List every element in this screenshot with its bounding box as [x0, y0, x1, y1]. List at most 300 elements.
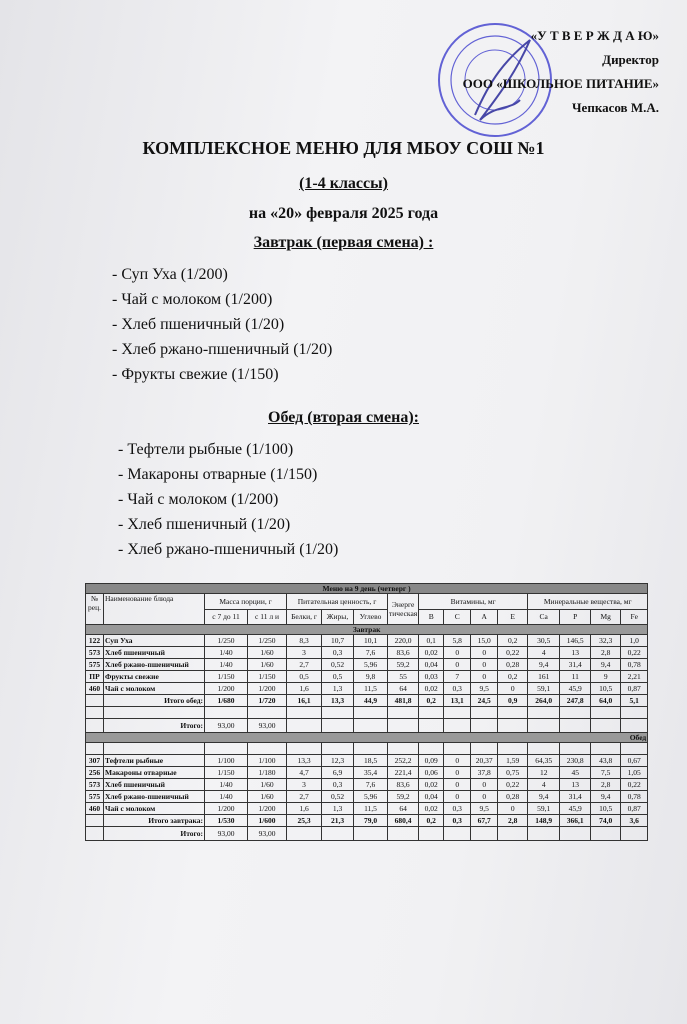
- table-cell: 1/200: [205, 683, 248, 695]
- recipe-number: 575: [86, 659, 104, 671]
- table-cell: 0,67: [621, 755, 648, 767]
- table-cell: 0,5: [322, 671, 354, 683]
- table-cell: [560, 743, 591, 755]
- table-cell: 0: [444, 767, 471, 779]
- table-cell: 252,2: [388, 755, 419, 767]
- table-cell: 1/150: [248, 671, 287, 683]
- table-cell: 0,3: [322, 779, 354, 791]
- table-cell: 31,4: [560, 659, 591, 671]
- list-item: - Чай с молоком (1/200): [118, 491, 279, 508]
- table-cell: [419, 707, 444, 719]
- table-cell: [471, 707, 498, 719]
- total-row: [86, 815, 648, 827]
- table-cell: [388, 827, 419, 841]
- table-cell: 0,02: [419, 683, 444, 695]
- table-cell: 0,2: [498, 635, 528, 647]
- table-cell: 1,0: [621, 635, 648, 647]
- table-cell: [287, 707, 322, 719]
- table-cell: 1,3: [322, 803, 354, 815]
- table-cell: 64: [388, 803, 419, 815]
- table-cell: 146,5: [560, 635, 591, 647]
- table-cell: [528, 719, 560, 733]
- total-value: 1/600: [248, 815, 287, 827]
- table-cell: [560, 719, 591, 733]
- table-cell: 10,7: [322, 635, 354, 647]
- section-row: [86, 733, 648, 743]
- subheader-p: P: [560, 609, 591, 625]
- table-cell: 0,02: [419, 779, 444, 791]
- subheader-vit-e: E: [498, 609, 528, 625]
- table-cell: 1/250: [205, 635, 248, 647]
- total-value: 74,0: [591, 815, 621, 827]
- table-cell: 0,78: [621, 791, 648, 803]
- table-cell: 1/100: [205, 755, 248, 767]
- table-cell: 1/200: [248, 803, 287, 815]
- table-cell: [354, 827, 388, 841]
- table-cell: 9: [591, 671, 621, 683]
- grand-total-row: [86, 719, 648, 733]
- total-value: 148,9: [528, 815, 560, 827]
- table-row: [86, 635, 648, 647]
- table-cell: 1/60: [248, 647, 287, 659]
- total-value: 247,8: [560, 695, 591, 707]
- table-cell: 35,4: [354, 767, 388, 779]
- table-cell: [444, 743, 471, 755]
- table-cell: 45,9: [560, 803, 591, 815]
- dish-name: Хлеб ржано-пшеничный: [104, 659, 205, 671]
- recipe-number: 573: [86, 647, 104, 659]
- table-cell: 7,6: [354, 647, 388, 659]
- table-cell: 0,09: [419, 755, 444, 767]
- table-cell: 2,8: [591, 647, 621, 659]
- table-cell: [591, 719, 621, 733]
- table-cell: [322, 719, 354, 733]
- table-cell: [560, 707, 591, 719]
- list-item: - Макароны отварные (1/150): [118, 466, 318, 483]
- table-cell: 3: [287, 779, 322, 791]
- table-cell: [444, 827, 471, 841]
- table-cell: 1,6: [287, 683, 322, 695]
- table-cell: 3: [287, 647, 322, 659]
- table-cell: 0: [471, 791, 498, 803]
- breakfast-heading: Завтрак (первая смена) :: [253, 234, 434, 251]
- table-cell: [528, 827, 560, 841]
- table-cell: 0,06: [419, 767, 444, 779]
- table-row-empty: [86, 743, 648, 755]
- table-cell: 1/150: [205, 767, 248, 779]
- table-cell: 8,3: [287, 635, 322, 647]
- table-cell: 0,3: [444, 683, 471, 695]
- table-cell: [498, 743, 528, 755]
- table-cell: 0,3: [322, 647, 354, 659]
- table-cell: 0,22: [498, 647, 528, 659]
- table-header-row: [86, 594, 648, 610]
- table-cell: 12: [528, 767, 560, 779]
- table-cell: [498, 719, 528, 733]
- table-cell: [621, 743, 648, 755]
- table-cell: 11,5: [354, 683, 388, 695]
- total-label: Итого завтрака:: [104, 815, 205, 827]
- table-cell: [419, 719, 444, 733]
- list-item: - Тефтели рыбные (1/100): [118, 441, 294, 458]
- list-item: - Хлеб ржано-пшеничный (1/20): [118, 541, 339, 558]
- table-cell: 0,02: [419, 647, 444, 659]
- grand-total-label: Итого:: [104, 719, 205, 733]
- header-name: Наименование блюда: [104, 594, 205, 625]
- table-cell: [471, 719, 498, 733]
- table-cell: [354, 743, 388, 755]
- table-cell: 0,28: [498, 659, 528, 671]
- table-cell: 0,22: [621, 779, 648, 791]
- table-row: [86, 659, 648, 671]
- table-cell: 9,5: [471, 803, 498, 815]
- table-cell: [528, 707, 560, 719]
- table-cell: 1/200: [248, 683, 287, 695]
- recipe-number: 573: [86, 779, 104, 791]
- table-cell: 1,3: [322, 683, 354, 695]
- table-cell: 230,8: [560, 755, 591, 767]
- table-cell: 0,3: [444, 803, 471, 815]
- grand-total-value: 93,00: [248, 827, 287, 841]
- table-cell: 0: [444, 755, 471, 767]
- recipe-number: 256: [86, 767, 104, 779]
- table-cell: 1/40: [205, 659, 248, 671]
- table-cell: 1/100: [248, 755, 287, 767]
- table-cell: 37,8: [471, 767, 498, 779]
- section-label: Завтрак: [86, 625, 648, 635]
- table-cell: 59,2: [388, 659, 419, 671]
- table-cell: 0,75: [498, 767, 528, 779]
- total-value: 24,5: [471, 695, 498, 707]
- table-cell: 2,7: [287, 659, 322, 671]
- table-cell: [560, 827, 591, 841]
- table-cell: [248, 743, 287, 755]
- table-cell: 9,8: [354, 671, 388, 683]
- table-cell: [287, 743, 322, 755]
- table-cell: [86, 707, 104, 719]
- table-cell: 5,96: [354, 791, 388, 803]
- table-cell: 1/150: [205, 671, 248, 683]
- table-cell: 45,9: [560, 683, 591, 695]
- table-row: [86, 683, 648, 695]
- total-row: [86, 695, 648, 707]
- list-item: - Фрукты свежие (1/150): [112, 366, 279, 383]
- header-num: № рец.: [86, 594, 104, 625]
- lunch-heading: Обед (вторая смена):: [268, 409, 419, 426]
- total-value: 5,1: [621, 695, 648, 707]
- table-cell: 12,3: [322, 755, 354, 767]
- table-cell: [444, 707, 471, 719]
- table-cell: 4: [528, 647, 560, 659]
- grand-total-label: Итого:: [104, 827, 205, 841]
- table-cell: [322, 743, 354, 755]
- total-value: 1/530: [205, 815, 248, 827]
- table-cell: 10,5: [591, 803, 621, 815]
- list-item: - Хлеб ржано-пшеничный (1/20): [112, 341, 333, 358]
- table-cell: [205, 707, 248, 719]
- table-cell: [104, 743, 205, 755]
- table-cell: [354, 707, 388, 719]
- table-cell: 64: [388, 683, 419, 695]
- table-cell: 221,4: [388, 767, 419, 779]
- table-cell: [322, 827, 354, 841]
- total-value: 0,3: [444, 815, 471, 827]
- table-cell: [419, 827, 444, 841]
- table-cell: 1/180: [248, 767, 287, 779]
- table-cell: 0,2: [498, 671, 528, 683]
- table-cell: 59,1: [528, 683, 560, 695]
- table-cell: 0,22: [498, 779, 528, 791]
- dish-name: Макароны отварные: [104, 767, 205, 779]
- total-value: 13,3: [322, 695, 354, 707]
- table-cell: 161: [528, 671, 560, 683]
- classes-subtitle: (1-4 классы): [299, 175, 388, 192]
- total-value: 3,6: [621, 815, 648, 827]
- total-value: 2,8: [498, 815, 528, 827]
- total-value: 25,3: [287, 815, 322, 827]
- section-row: [86, 625, 648, 635]
- table-cell: 1/60: [248, 659, 287, 671]
- subheader-fat: Жиры,: [322, 609, 354, 625]
- table-cell: 1/40: [205, 647, 248, 659]
- table-cell: 2,7: [287, 791, 322, 803]
- approval-heading: «У Т В Е Р Ж Д А Ю»: [530, 28, 659, 43]
- table-cell: [444, 719, 471, 733]
- subheader-mass-11-plus: с 11 л и: [248, 609, 287, 625]
- approval-position: Директор: [602, 52, 659, 67]
- dish-name: Фрукты свежие: [104, 671, 205, 683]
- subheader-mass-7-11: с 7 до 11: [205, 609, 248, 625]
- table-cell: [498, 707, 528, 719]
- total-value: 44,9: [354, 695, 388, 707]
- table-cell: 7,6: [354, 779, 388, 791]
- dish-name: Хлеб пшеничный: [104, 779, 205, 791]
- table-cell: 9,4: [591, 791, 621, 803]
- table-cell: 1,05: [621, 767, 648, 779]
- table-cell: 10,5: [591, 683, 621, 695]
- table-cell: 0: [444, 647, 471, 659]
- table-cell: 0: [471, 779, 498, 791]
- lunch-list: [118, 437, 338, 562]
- table-cell: 83,6: [388, 779, 419, 791]
- recipe-number: 307: [86, 755, 104, 767]
- table-cell: 7: [444, 671, 471, 683]
- total-value: 366,1: [560, 815, 591, 827]
- approval-block: [463, 24, 659, 120]
- table-cell: 45: [560, 767, 591, 779]
- table-row: [86, 779, 648, 791]
- table-cell: 4: [528, 779, 560, 791]
- table-cell: [86, 719, 104, 733]
- table-cell: 9,5: [471, 683, 498, 695]
- list-item: - Чай с молоком (1/200): [112, 291, 273, 308]
- grand-total-value: 93,00: [205, 827, 248, 841]
- dish-name: Чай с молоком: [104, 683, 205, 695]
- breakfast-list: [112, 262, 332, 387]
- recipe-number: ПР: [86, 671, 104, 683]
- total-value: 0,2: [419, 815, 444, 827]
- table-cell: 43,8: [591, 755, 621, 767]
- table-cell: [388, 719, 419, 733]
- table-cell: 0: [444, 659, 471, 671]
- table-cell: [591, 827, 621, 841]
- recipe-number: 122: [86, 635, 104, 647]
- table-cell: 1,6: [287, 803, 322, 815]
- subheader-vit-b: B: [419, 609, 444, 625]
- table-cell: 0,52: [322, 659, 354, 671]
- total-value: 680,4: [388, 815, 419, 827]
- table-cell: 1/40: [205, 791, 248, 803]
- table-cell: 0,22: [621, 647, 648, 659]
- table-row-empty: [86, 707, 648, 719]
- table-cell: 6,9: [322, 767, 354, 779]
- dish-name: Хлеб ржано-пшеничный: [104, 791, 205, 803]
- table-cell: 0: [471, 671, 498, 683]
- header-minerals: Минеральные вещества, мг: [528, 594, 648, 610]
- subheader-vit-c: C: [444, 609, 471, 625]
- table-row: [86, 791, 648, 803]
- dish-name: Тефтели рыбные: [104, 755, 205, 767]
- table-cell: 5,8: [444, 635, 471, 647]
- table-cell: [419, 743, 444, 755]
- total-value: 13,1: [444, 695, 471, 707]
- total-label: Итого обед:: [104, 695, 205, 707]
- table-cell: 11,5: [354, 803, 388, 815]
- grand-total-value: 93,00: [205, 719, 248, 733]
- table-cell: [388, 743, 419, 755]
- table-cell: 31,4: [560, 791, 591, 803]
- table-cell: 59,2: [388, 791, 419, 803]
- table-cell: 30,5: [528, 635, 560, 647]
- list-item: - Хлеб пшеничный (1/20): [112, 316, 285, 333]
- table-title-row: [86, 584, 648, 594]
- table-cell: [287, 719, 322, 733]
- total-value: 21,3: [322, 815, 354, 827]
- table-title: Меню на 9 день (четверг ): [86, 584, 648, 594]
- subheader-protein: Белки, г: [287, 609, 322, 625]
- recipe-number: 460: [86, 683, 104, 695]
- table-cell: 0,52: [322, 791, 354, 803]
- table-cell: [621, 707, 648, 719]
- total-value: 79,0: [354, 815, 388, 827]
- table-cell: 0,87: [621, 683, 648, 695]
- table-cell: 7,5: [591, 767, 621, 779]
- total-value: 0,2: [419, 695, 444, 707]
- table-cell: [322, 707, 354, 719]
- list-item: - Суп Уха (1/200): [112, 266, 228, 283]
- header-nutrition: Питательная ценность, г: [287, 594, 388, 610]
- total-value: 16,1: [287, 695, 322, 707]
- nutrition-table: [85, 583, 648, 841]
- table-cell: [248, 707, 287, 719]
- recipe-number: 460: [86, 803, 104, 815]
- total-value: 481,8: [388, 695, 419, 707]
- table-cell: [104, 707, 205, 719]
- total-value: 0,9: [498, 695, 528, 707]
- table-cell: 83,6: [388, 647, 419, 659]
- table-cell: 13: [560, 647, 591, 659]
- menu-date: на «20» февраля 2025 года: [248, 205, 439, 222]
- table-cell: [621, 827, 648, 841]
- table-cell: 0: [498, 803, 528, 815]
- table-cell: 0,02: [419, 803, 444, 815]
- table-cell: 0,28: [498, 791, 528, 803]
- table-cell: 1/200: [205, 803, 248, 815]
- subheader-carbs: Углево: [354, 609, 388, 625]
- table-cell: 15,0: [471, 635, 498, 647]
- table-cell: 13,3: [287, 755, 322, 767]
- table-cell: 220,0: [388, 635, 419, 647]
- table-cell: 0,78: [621, 659, 648, 671]
- section-label: Обед: [86, 733, 648, 743]
- table-cell: [621, 719, 648, 733]
- table-cell: [287, 827, 322, 841]
- table-row: [86, 767, 648, 779]
- subheader-vit-a: A: [471, 609, 498, 625]
- subheader-ca: Ca: [528, 609, 560, 625]
- table-cell: [86, 743, 104, 755]
- total-value: 67,7: [471, 815, 498, 827]
- grand-total-value: 93,00: [248, 719, 287, 733]
- total-value: 1/720: [248, 695, 287, 707]
- table-cell: 59,1: [528, 803, 560, 815]
- header-energy: Энерге тическая: [388, 594, 419, 625]
- grand-total-row: [86, 827, 648, 841]
- table-row: [86, 647, 648, 659]
- table-cell: 0: [444, 791, 471, 803]
- table-cell: 0,04: [419, 659, 444, 671]
- table-cell: [86, 815, 104, 827]
- table-cell: 9,4: [528, 659, 560, 671]
- page-title: КОМПЛЕКСНОЕ МЕНЮ ДЛЯ МБОУ СОШ №1: [142, 138, 545, 158]
- table-cell: 0: [498, 683, 528, 695]
- table-row: [86, 671, 648, 683]
- table-cell: 1,59: [498, 755, 528, 767]
- table-row: [86, 803, 648, 815]
- table-cell: 32,3: [591, 635, 621, 647]
- table-cell: 0,03: [419, 671, 444, 683]
- subheader-fe: Fe: [621, 609, 648, 625]
- table-cell: 0: [444, 779, 471, 791]
- subheader-mg: Mg: [591, 609, 621, 625]
- dish-name: Хлеб пшеничный: [104, 647, 205, 659]
- approval-organization: ООО «ШКОЛЬНОЕ ПИТАНИЕ»: [462, 76, 659, 91]
- recipe-number: 575: [86, 791, 104, 803]
- table-cell: 4,7: [287, 767, 322, 779]
- total-value: 1/680: [205, 695, 248, 707]
- table-cell: 1/60: [248, 779, 287, 791]
- table-cell: [591, 743, 621, 755]
- table-cell: 0: [471, 659, 498, 671]
- table-cell: 9,4: [528, 791, 560, 803]
- table-cell: 13: [560, 779, 591, 791]
- approval-signatory: Чепкасов М.А.: [572, 100, 659, 115]
- table-cell: 0,87: [621, 803, 648, 815]
- dish-name: Чай с молоком: [104, 803, 205, 815]
- table-cell: 0,5: [287, 671, 322, 683]
- table-cell: [388, 707, 419, 719]
- table-cell: 0,1: [419, 635, 444, 647]
- table-cell: 1/40: [205, 779, 248, 791]
- list-item: - Хлеб пшеничный (1/20): [118, 516, 291, 533]
- table-cell: 55: [388, 671, 419, 683]
- total-value: 264,0: [528, 695, 560, 707]
- table-cell: 0: [471, 647, 498, 659]
- table-cell: [354, 719, 388, 733]
- table-cell: 11: [560, 671, 591, 683]
- table-cell: [528, 743, 560, 755]
- table-cell: 2,8: [591, 779, 621, 791]
